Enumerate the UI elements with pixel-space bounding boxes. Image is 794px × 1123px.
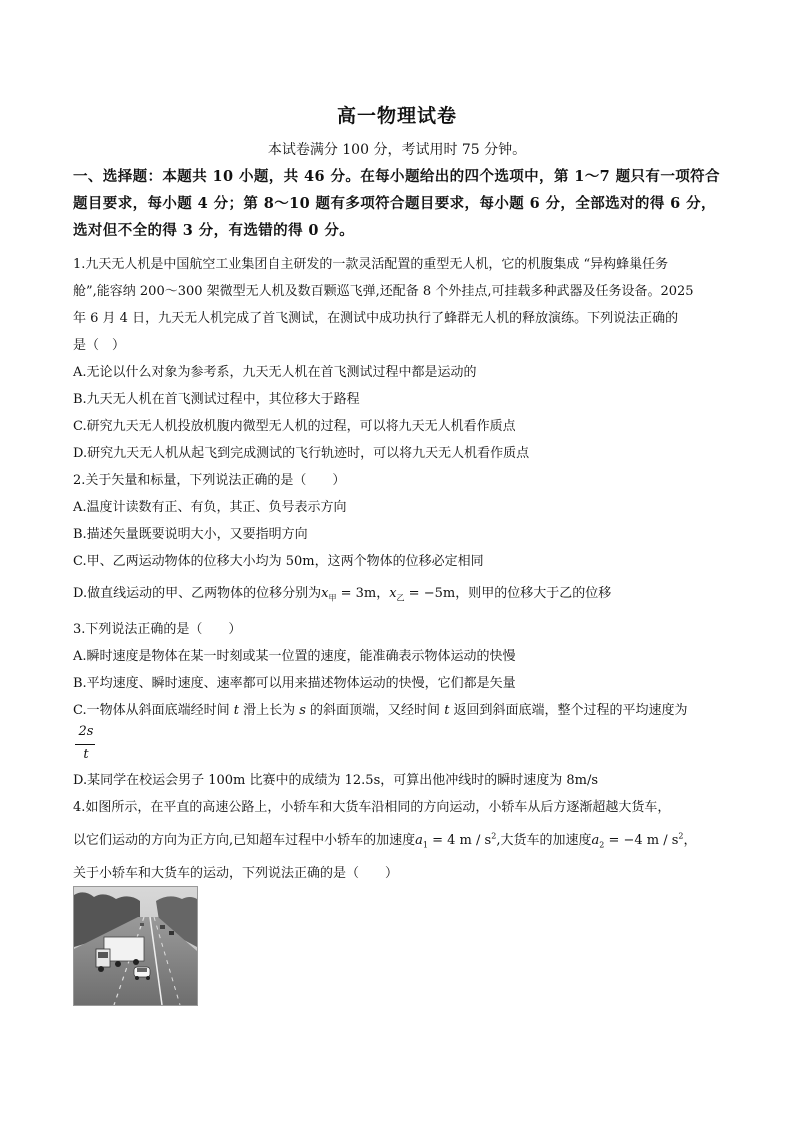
math-superscript: 2 bbox=[678, 831, 684, 841]
math-subscript: 2 bbox=[599, 840, 605, 850]
math-eq: = 4 m / s bbox=[428, 833, 492, 848]
math-subscript: 乙 bbox=[396, 593, 405, 603]
math-subscript: 1 bbox=[422, 840, 428, 850]
math-a: a bbox=[415, 833, 423, 848]
q4-stem-line-2 bbox=[73, 829, 697, 850]
q2-option-d bbox=[73, 582, 611, 604]
q4-stem-line-1: 4.如图所示，在平直的高速公路上，小轿车和大货车沿相同的方向运动，小轿车从后方逐渐超越大货车， bbox=[73, 800, 671, 815]
math-eq: = −4 m / s bbox=[604, 833, 679, 848]
q3-c-text: 滑上长为 bbox=[238, 703, 300, 718]
math-superscript: 2 bbox=[491, 831, 497, 841]
q1-option-b: B.九天无人机在首飞测试过程中，其位移大于路程 bbox=[73, 392, 360, 407]
q1-stem-line-1: 1.九天无人机是中国航空工业集团自主研发的一款灵活配置的重型无人机，它的机腹集成 “异构蜂巢任务 bbox=[73, 257, 669, 272]
q3-option-c bbox=[73, 699, 688, 718]
q3-option-b: B.平均速度、瞬时速度、速率都可以用来描述物体运动的快慢，它们都是矢量 bbox=[73, 676, 516, 691]
math-eq: = 3m， bbox=[336, 586, 390, 601]
q2-option-b: B.描述矢量既要说明大小，又要指明方向 bbox=[73, 527, 308, 542]
fraction-bar bbox=[75, 744, 95, 745]
q3-option-a: A.瞬时速度是物体在某一时刻或某一位置的速度，能准确表示物体运动的快慢 bbox=[73, 649, 516, 664]
math-x: x bbox=[389, 586, 397, 601]
math-t: t bbox=[233, 703, 239, 718]
section-heading: 一、选择题：本题共 10 小题，共 46 分。在每小题给出的四个选项中，第 1～7 题只有一项符合题目要求，每小题 4 分；第 8～10 题有多项符合题目要求，每小题 6 分，全部选对的得 6 分，选对但不全的得 3 分，有选错的得 0 分。 bbox=[73, 168, 720, 239]
q3-c-text: 返回到斜面底端，整个过程的平均速度为 bbox=[449, 703, 688, 718]
q4-text: ,大货车的加速度 bbox=[496, 833, 592, 848]
fraction-denominator: t bbox=[83, 747, 89, 762]
q2-stem: 2.关于矢量和标量，下列说法正确的是（ ） bbox=[73, 473, 346, 488]
q2-option-c: C.甲、乙两运动物体的位移大小均为 50m，这两个物体的位移必定相同 bbox=[73, 554, 484, 569]
highway-photo bbox=[73, 886, 198, 1006]
q1-option-d: D.研究九天无人机从起飞到完成测试的飞行轨迹时，可以将九天无人机看作质点 bbox=[73, 446, 530, 461]
page-title: 高一物理试卷 bbox=[336, 105, 457, 127]
q3-option-d: D.某同学在校运会男子 100m 比赛中的成绩为 12.5s，可算出他冲线时的瞬时速度为 8m/s bbox=[73, 773, 599, 788]
q3-c-text: 的斜面顶端，又经时间 bbox=[305, 703, 445, 718]
q1-stem-line-4: 是（ ） bbox=[73, 338, 126, 353]
q1-stem-line-2: 舱”,能容纳 200～300 架微型无人机及数百颗巡飞弹,还配备 8 个外挂点,可挂载多种武器及任务设备。2025 bbox=[73, 284, 694, 299]
q4-stem-line-3: 关于小轿车和大货车的运动，下列说法正确的是（ ） bbox=[73, 866, 399, 881]
q2-option-d-text: D.做直线运动的甲、乙两物体的位移分别为 bbox=[73, 586, 322, 601]
math-subscript: 甲 bbox=[328, 593, 337, 603]
q4-text: ， bbox=[683, 833, 697, 848]
q4-text: 以它们运动的方向为正方向,已知超车过程中小轿车的加速度 bbox=[73, 833, 416, 848]
q1-option-a: A.无论以什么对象为参考系，九天无人机在首飞测试过程中都是运动的 bbox=[73, 365, 477, 380]
q1-stem-line-3: 年 6 月 4 日，九天无人机完成了首飞测试，在测试中成功执行了蜂群无人机的释放演练。下列说法正确的 bbox=[73, 311, 679, 326]
q2-option-a: A.温度计读数有正、有负，其正、负号表示方向 bbox=[73, 500, 347, 515]
math-a: a bbox=[591, 833, 600, 848]
math-s: s bbox=[299, 703, 306, 718]
q1-option-c: C.研究九天无人机投放机腹内微型无人机的过程，可以将九天无人机看作质点 bbox=[73, 419, 516, 434]
q3-c-text: C.一物体从斜面底端经时间 bbox=[73, 703, 234, 718]
math-x: x bbox=[321, 586, 329, 601]
exam-subtitle: 本试卷满分 100 分，考试用时 75 分钟。 bbox=[267, 142, 527, 158]
math-eq: = −5m，则甲的位移大于乙的位移 bbox=[404, 586, 612, 601]
math-t: t bbox=[444, 703, 450, 718]
q3-stem: 3.下列说法正确的是（ ） bbox=[73, 622, 242, 637]
fraction-numerator: 2s bbox=[78, 724, 94, 739]
